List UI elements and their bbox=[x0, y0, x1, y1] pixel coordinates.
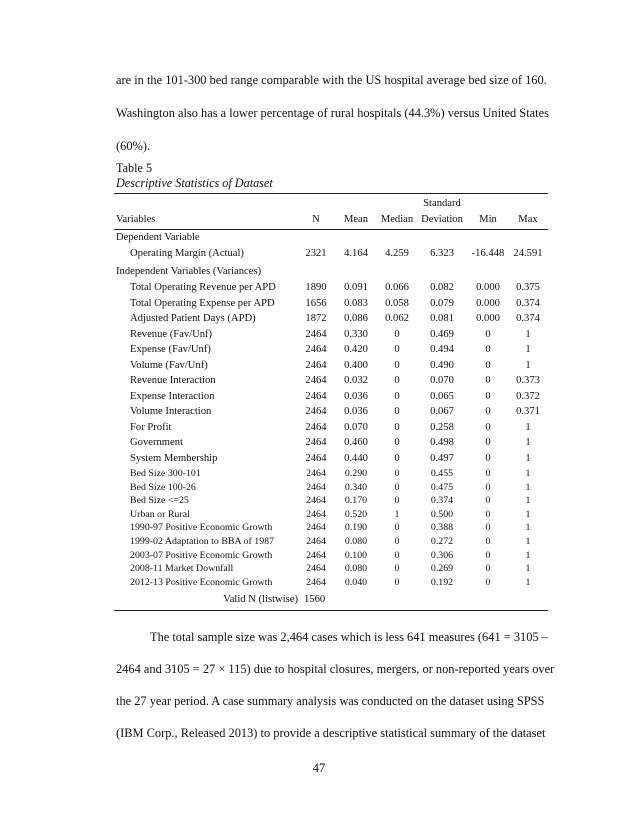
cell-n: 2464 bbox=[305, 421, 327, 433]
cell-median: 0 bbox=[394, 421, 400, 433]
cell-sd: 6.323 bbox=[430, 248, 454, 259]
header-mean: Mean bbox=[343, 214, 369, 225]
cell-mean: 0.036 bbox=[344, 406, 368, 417]
cell-sd: 0.269 bbox=[430, 563, 454, 575]
cell-min: 0 bbox=[485, 437, 491, 448]
cell-min: 0 bbox=[485, 344, 491, 355]
cell-n: 2464 bbox=[306, 576, 326, 588]
table-bottom-rule bbox=[114, 610, 548, 611]
cell-max: 1 bbox=[525, 344, 531, 355]
cell-min: -16.448 bbox=[471, 248, 505, 259]
cell-n: 2464 bbox=[306, 536, 326, 547]
cell-n: 2464 bbox=[305, 406, 327, 417]
cell-sd: 0.455 bbox=[430, 468, 454, 479]
header-variables: Variables bbox=[116, 214, 156, 225]
body-text-line: Washington also has a lower percentage of rural hospitals (44.3%) versus United States bbox=[116, 106, 549, 120]
cell-min: 0 bbox=[485, 359, 491, 371]
header-median: Median bbox=[380, 214, 414, 225]
cell-n: 2464 bbox=[305, 344, 327, 355]
cell-max: 1 bbox=[525, 576, 531, 588]
cell-median: 0 bbox=[394, 468, 400, 479]
cell-min: 0 bbox=[485, 421, 491, 433]
cell-max: 1 bbox=[525, 522, 531, 534]
cell-mean: 0.340 bbox=[344, 481, 368, 493]
cell-n: 2464 bbox=[305, 359, 327, 371]
cell-max: 0.375 bbox=[516, 282, 540, 293]
cell-min: 0 bbox=[485, 375, 491, 386]
section-independent: Independent Variables (Variances) bbox=[116, 266, 262, 277]
row-label: For Profit bbox=[130, 421, 172, 433]
row-label: Bed Size 300-101 bbox=[130, 468, 201, 479]
cell-median: 0 bbox=[394, 563, 400, 575]
cell-min: 0 bbox=[485, 452, 491, 464]
cell-n: 2464 bbox=[305, 390, 327, 402]
cell-median: 0 bbox=[394, 328, 400, 340]
body-text-line: the 27 year period. A case summary analysis was conducted on the dataset using SPSS bbox=[116, 694, 545, 708]
cell-median: 0.058 bbox=[385, 297, 409, 309]
cell-mean: 0.290 bbox=[344, 468, 368, 479]
cell-sd: 0.192 bbox=[430, 576, 454, 588]
header-n: N bbox=[312, 214, 320, 225]
cell-max: 1 bbox=[525, 508, 531, 520]
cell-n: 2464 bbox=[305, 328, 327, 340]
row-label: Expense (Fav/Unf) bbox=[130, 344, 211, 355]
cell-mean: 0.440 bbox=[344, 452, 368, 464]
cell-sd: 0.500 bbox=[430, 508, 454, 520]
row-label: Operating Margin (Actual) bbox=[130, 248, 244, 259]
cell-min: 0 bbox=[485, 390, 491, 402]
row-label: 2008-11 Market Downfall bbox=[130, 563, 234, 575]
cell-min: 0 bbox=[485, 522, 491, 534]
table-title: Descriptive Statistics of Dataset bbox=[116, 176, 273, 190]
cell-median: 0 bbox=[394, 390, 400, 402]
cell-mean: 0.032 bbox=[344, 375, 368, 386]
section-dependent: Dependent Variable bbox=[116, 232, 200, 243]
row-label: Revenue (Fav/Unf) bbox=[130, 328, 213, 340]
cell-mean: 0.460 bbox=[344, 437, 368, 448]
row-label: Bed Size 100-26 bbox=[130, 481, 196, 493]
cell-min: 0 bbox=[485, 576, 491, 588]
body-text-line: (IBM Corp., Released 2013) to provide a descriptive statistical summary of the dataset bbox=[116, 726, 546, 740]
cell-n: 2464 bbox=[306, 549, 326, 561]
table-header-rule bbox=[114, 229, 548, 230]
cell-mean: 0.080 bbox=[344, 536, 368, 547]
cell-sd: 0.469 bbox=[430, 328, 454, 340]
cell-min: 0 bbox=[485, 563, 491, 575]
header-max: Max bbox=[518, 214, 538, 225]
cell-sd: 0.258 bbox=[430, 421, 454, 433]
cell-sd: 0.065 bbox=[430, 390, 454, 402]
cell-max: 1 bbox=[525, 536, 531, 547]
cell-max: 0.371 bbox=[516, 406, 540, 417]
row-label: Volume Interaction bbox=[130, 406, 212, 417]
cell-sd: 0.374 bbox=[430, 495, 454, 507]
cell-mean: 0.083 bbox=[344, 297, 368, 309]
cell-sd: 0.490 bbox=[430, 359, 454, 371]
header-std-deviation: Deviation bbox=[421, 214, 463, 225]
cell-mean: 0.330 bbox=[344, 328, 368, 340]
cell-max: 1 bbox=[525, 328, 531, 340]
row-label: 2003-07 Positive Economic Growth bbox=[130, 549, 273, 561]
cell-median: 0.062 bbox=[385, 313, 409, 324]
cell-mean: 0.086 bbox=[344, 313, 368, 324]
cell-median: 0 bbox=[394, 344, 400, 355]
cell-n: 2464 bbox=[306, 468, 326, 479]
cell-min: 0.000 bbox=[476, 297, 500, 309]
cell-median: 0 bbox=[394, 359, 400, 371]
cell-sd: 0.082 bbox=[430, 282, 454, 293]
row-label: Bed Size <=25 bbox=[130, 495, 189, 507]
cell-max: 1 bbox=[525, 359, 531, 371]
cell-sd: 0.475 bbox=[430, 481, 454, 493]
cell-n: 1872 bbox=[305, 313, 327, 324]
cell-mean: 0.100 bbox=[344, 549, 368, 561]
cell-mean: 4.164 bbox=[344, 248, 368, 259]
cell-max: 1 bbox=[525, 481, 531, 493]
row-label: Revenue Interaction bbox=[130, 375, 216, 386]
cell-sd: 0.497 bbox=[430, 452, 454, 464]
cell-n: 2464 bbox=[305, 375, 327, 386]
cell-min: 0 bbox=[485, 508, 491, 520]
cell-sd: 0.081 bbox=[430, 313, 454, 324]
cell-sd: 0.306 bbox=[430, 549, 454, 561]
cell-min: 0 bbox=[485, 495, 491, 507]
cell-max: 1 bbox=[525, 452, 531, 464]
cell-median: 0 bbox=[394, 481, 400, 493]
cell-median: 1 bbox=[394, 508, 400, 520]
header-min: Min bbox=[479, 214, 497, 225]
body-text-line: (60%). bbox=[116, 139, 151, 153]
cell-max: 0.372 bbox=[516, 390, 540, 402]
row-label: System Membership bbox=[130, 452, 218, 464]
cell-n: 1656 bbox=[305, 297, 327, 309]
page-number: 47 bbox=[312, 761, 326, 775]
cell-median: 0 bbox=[394, 406, 400, 417]
cell-n: 2464 bbox=[306, 563, 326, 575]
body-text-line: 2464 and 3105 = 27 × 115) due to hospital closures, mergers, or non-reported years over bbox=[116, 662, 555, 676]
cell-min: 0 bbox=[485, 481, 491, 493]
valid-n-label: Valid N (listwise) bbox=[223, 594, 298, 605]
row-label: 1999-02 Adaptation to BBA of 1987 bbox=[130, 536, 275, 547]
cell-min: 0.000 bbox=[476, 313, 500, 324]
cell-median: 0.066 bbox=[385, 282, 409, 293]
cell-mean: 0.170 bbox=[344, 495, 368, 507]
cell-median: 0 bbox=[394, 536, 400, 547]
cell-min: 0 bbox=[485, 328, 491, 340]
cell-median: 0 bbox=[394, 375, 400, 386]
header-standard: Standard bbox=[423, 198, 461, 209]
cell-mean: 0.190 bbox=[344, 522, 368, 534]
cell-n: 2464 bbox=[306, 481, 326, 493]
cell-sd: 0.388 bbox=[430, 522, 454, 534]
cell-min: 0 bbox=[485, 468, 491, 479]
table-top-rule bbox=[114, 193, 548, 194]
cell-median: 0 bbox=[394, 437, 400, 448]
cell-mean: 0.420 bbox=[344, 344, 368, 355]
cell-n: 2321 bbox=[305, 248, 327, 259]
cell-mean: 0.070 bbox=[344, 421, 368, 433]
cell-max: 24.591 bbox=[513, 248, 543, 259]
cell-mean: 0.080 bbox=[344, 563, 368, 575]
row-label: Government bbox=[130, 437, 183, 448]
cell-max: 1 bbox=[525, 468, 531, 479]
cell-max: 1 bbox=[525, 437, 531, 448]
valid-n-value: 1560 bbox=[304, 594, 326, 605]
cell-n: 2464 bbox=[305, 437, 327, 448]
row-label: 1990-97 Positive Economic Growth bbox=[130, 522, 273, 534]
cell-mean: 0.091 bbox=[344, 282, 368, 293]
cell-median: 4.259 bbox=[385, 248, 409, 259]
cell-median: 0 bbox=[394, 576, 400, 588]
cell-min: 0 bbox=[485, 549, 491, 561]
cell-median: 0 bbox=[394, 452, 400, 464]
cell-mean: 0.400 bbox=[344, 359, 368, 371]
cell-sd: 0.067 bbox=[430, 406, 454, 417]
row-label: 2012-13 Positive Economic Growth bbox=[130, 576, 273, 588]
cell-n: 1890 bbox=[305, 282, 327, 293]
cell-max: 1 bbox=[525, 549, 531, 561]
cell-sd: 0.079 bbox=[430, 297, 454, 309]
cell-sd: 0.498 bbox=[430, 437, 454, 448]
row-label: Total Operating Expense per APD bbox=[130, 297, 275, 309]
cell-max: 1 bbox=[525, 563, 531, 575]
cell-n: 2464 bbox=[306, 522, 326, 534]
cell-min: 0.000 bbox=[476, 282, 500, 293]
cell-mean: 0.036 bbox=[344, 390, 368, 402]
cell-median: 0 bbox=[394, 495, 400, 507]
body-text-line: The total sample size was 2,464 cases which is less 641 measures (641 = 3105 – bbox=[150, 630, 548, 644]
cell-min: 0 bbox=[485, 406, 491, 417]
cell-max: 0.374 bbox=[516, 313, 540, 324]
cell-n: 2464 bbox=[306, 495, 326, 507]
row-label: Volume (Fav/Unf) bbox=[130, 359, 208, 371]
row-label: Total Operating Revenue per APD bbox=[130, 282, 276, 293]
cell-median: 0 bbox=[394, 522, 400, 534]
cell-sd: 0.070 bbox=[430, 375, 454, 386]
cell-n: 2464 bbox=[306, 508, 326, 520]
row-label: Urban or Rural bbox=[130, 508, 190, 520]
cell-max: 1 bbox=[525, 421, 531, 433]
row-label: Adjusted Patient Days (APD) bbox=[130, 313, 256, 324]
cell-max: 0.374 bbox=[516, 297, 540, 309]
cell-mean: 0.040 bbox=[344, 576, 368, 588]
cell-mean: 0.520 bbox=[344, 508, 368, 520]
row-label: Expense Interaction bbox=[130, 390, 215, 402]
cell-sd: 0.272 bbox=[430, 536, 454, 547]
cell-max: 1 bbox=[525, 495, 531, 507]
cell-sd: 0.494 bbox=[430, 344, 454, 355]
cell-median: 0 bbox=[394, 549, 400, 561]
table-number: Table 5 bbox=[116, 161, 153, 175]
cell-min: 0 bbox=[485, 536, 491, 547]
body-text-line: are in the 101-300 bed range comparable with the US hospital average bed size of 160. bbox=[116, 73, 547, 87]
cell-n: 2464 bbox=[305, 452, 327, 464]
cell-max: 0.373 bbox=[516, 375, 540, 386]
